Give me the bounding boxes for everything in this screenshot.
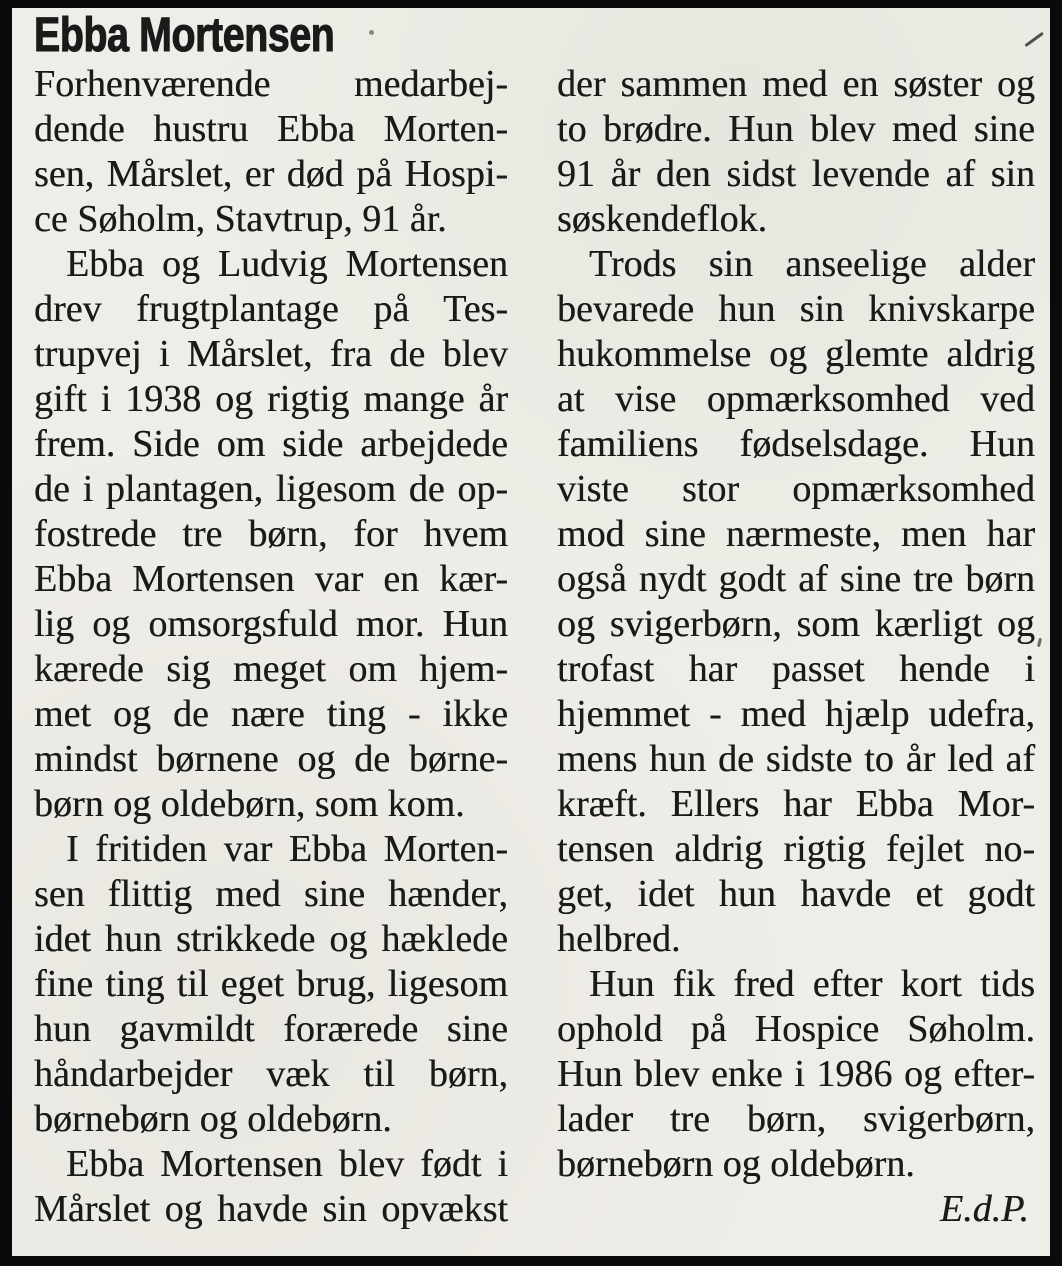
article-line: kræft. Ellers har Ebba Mor- (557, 783, 1035, 825)
article-line: get, idet hun havde et godt (557, 873, 1035, 915)
article-line: Trods sin anseelige alder (589, 243, 1035, 285)
article-line: fostrede tre børn, for hvem (34, 513, 508, 555)
article-line: frem. Side om side arbejdede (34, 423, 508, 465)
article-line: hjemmet - med hjælp udefra, (557, 693, 1035, 735)
article-line: ophold på Hospice Søholm. (557, 1008, 1035, 1050)
article-line: familiens fødselsdage. Hun (557, 423, 1035, 465)
article-line: der sammen med en søster og (557, 63, 1035, 105)
article-signature: E.d.P. (939, 1188, 1029, 1230)
article-line: mindst børnene og de børne- (34, 738, 508, 780)
article-line: sen, Mårslet, er død på Hospi- (34, 153, 508, 195)
article-line: bevarede hun sin knivskarpe (557, 288, 1035, 330)
article-line: søskendeflok. (557, 198, 768, 240)
article-line: tensen aldrig rigtig fejlet no- (557, 828, 1035, 870)
article-line: lig og omsorgsfuld mor. Hun (34, 603, 508, 645)
article-line: at vise opmærksomhed ved (557, 378, 1035, 420)
article-line: 91 år den sidst levende af sin (557, 153, 1035, 195)
obituary-headline: Ebba Mortensen (34, 9, 335, 62)
article-line: dende hustru Ebba Morten- (34, 108, 508, 150)
article-line: gift i 1938 og rigtig mange år (34, 378, 508, 420)
article-column-right (557, 62, 1035, 1187)
article-line: idet hun strikkede og hæklede (34, 918, 508, 960)
article-line: børnebørn og oldebørn. (34, 1098, 392, 1140)
scan-speck (1037, 638, 1042, 647)
article-line: hun gavmildt forærede sine (34, 1008, 508, 1050)
article-line: trofast har passet hende i (557, 648, 1035, 690)
article-line: ce Søholm, Stavtrup, 91 år. (34, 198, 447, 240)
article-column-left (34, 62, 508, 1232)
article-line: helbred. (557, 918, 681, 960)
article-line: mens hun de sidste to år led af (557, 738, 1035, 780)
article-line: mod sine nærmeste, men har (557, 513, 1035, 555)
article-line: trupvej i Mårslet, fra de blev (34, 333, 508, 375)
article-line: fine ting til eget brug, ligesom (34, 963, 508, 1005)
article-line: også nydt godt af sine tre børn (557, 558, 1035, 600)
article-line: viste stor opmærksomhed (557, 468, 1035, 510)
article-line: børn og oldebørn, som kom. (34, 783, 465, 825)
article-line: Hun blev enke i 1986 og efter- (557, 1053, 1035, 1095)
article-line: børnebørn og oldebørn. (557, 1143, 915, 1185)
article-line: Mårslet og havde sin opvækst (34, 1188, 508, 1230)
newspaper-clipping (12, 8, 1050, 1256)
article-line: Ebba og Ludvig Mortensen (66, 243, 508, 285)
article-line: kærede sig meget om hjem- (34, 648, 508, 690)
article-line: Forhenværende medarbej- (34, 63, 508, 105)
pen-scratch-mark (1024, 32, 1043, 47)
article-line: hukommelse og glemte aldrig (557, 333, 1035, 375)
article-line: drev frugtplantage på Tes- (34, 288, 508, 330)
article-line: håndarbejder væk til børn, (34, 1053, 508, 1095)
article-line: I fritiden var Ebba Morten- (66, 828, 508, 870)
article-line: Ebba Mortensen var en kær- (34, 558, 508, 600)
article-line: Ebba Mortensen blev født i (66, 1143, 508, 1185)
article-line: Hun fik fred efter kort tids (589, 963, 1035, 1005)
article-line: og svigerbørn, som kærligt og (557, 603, 1035, 645)
article-line: sen flittig med sine hænder, (34, 873, 508, 915)
article-line: de i plantagen, ligesom de op- (34, 468, 508, 510)
article-line: met og de nære ting - ikke (34, 693, 508, 735)
article-line: to brødre. Hun blev med sine (557, 108, 1035, 150)
article-line: lader tre børn, svigerbørn, (557, 1098, 1035, 1140)
scan-speck (369, 30, 374, 35)
